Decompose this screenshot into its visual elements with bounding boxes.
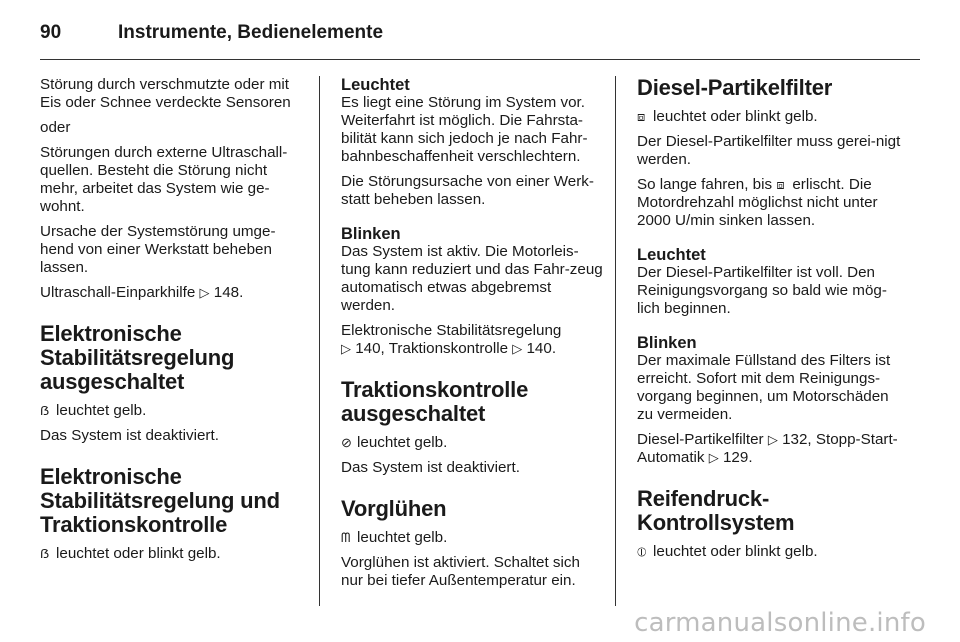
paragraph: Der maximale Füllstand des Filters ist erreicht. Sofort mit dem Reinigungs-vorgang beginnen, um Motorschäden zu vermeiden.	[637, 352, 891, 423]
cross-reference: Elektronische Stabilitätsregelung ▷ 140, Traktionskontrolle ▷ 140.	[341, 322, 562, 357]
paragraph: Störung durch verschmutzte oder mit Eis oder Schnee verdeckte Sensoren	[40, 76, 291, 111]
indicator-line: ᗰ leuchtet gelb.	[341, 529, 448, 546]
heading-vorgluehen: Vorglühen	[341, 496, 447, 521]
glow-plug-icon: ᗰ	[341, 530, 351, 545]
page-ref-arrow-icon: ▷	[341, 341, 351, 356]
diesel-particle-filter-icon: ⧈	[637, 109, 646, 124]
column-2	[341, 76, 605, 597]
esp-off-warning-icon: ẞ	[40, 403, 50, 418]
heading-tc-off: Traktionskontrolle ausgeschaltet	[341, 377, 529, 426]
paragraph: oder	[40, 119, 71, 136]
page-ref-arrow-icon: ▷	[512, 341, 523, 356]
paragraph: Der Diesel-Partikelfilter muss gerei-nigt werden.	[637, 133, 901, 168]
page-ref-arrow-icon: ▷	[199, 285, 210, 300]
column-1	[40, 76, 304, 570]
header-rule	[40, 59, 920, 60]
page-title: Instrumente, Bedienelemente	[118, 22, 384, 43]
column-divider-2	[615, 76, 616, 606]
cross-reference: Ultraschall-Einparkhilfe ▷ 148.	[40, 284, 244, 301]
paragraph: Das System ist deaktiviert.	[40, 427, 219, 444]
paragraph: Ursache der Systemstörung umge-hend von einer Werkstatt beheben lassen.	[40, 223, 276, 276]
indicator-line: ẞ leuchtet gelb.	[40, 402, 147, 419]
subheading-blinken: Blinken	[637, 334, 697, 352]
paragraph: Es liegt eine Störung im System vor. Weiterfahrt ist möglich. Die Fahrsta-bilität kann sich jedoch je nach Fahr-bahnbeschaffenheit verschlechtern.	[341, 94, 588, 165]
paragraph: Das System ist deaktiviert.	[341, 459, 520, 476]
diesel-particle-filter-icon: ⧈	[776, 177, 785, 192]
heading-tpms: Reifendruck-Kontrollsystem	[637, 486, 795, 535]
column-3	[637, 76, 905, 568]
heading-esp-off: Elektronische Stabilitätsregelung ausgeschaltet	[40, 321, 235, 394]
paragraph: So lange fahren, bis ⧈ erlischt. Die Motordrehzahl möglichst nicht unter 2000 U/min sinken lassen.	[637, 176, 878, 229]
watermark: carmanualsonline.info	[634, 608, 926, 638]
page-header	[40, 12, 920, 52]
subheading-leuchtet: Leuchtet	[341, 76, 410, 94]
page-ref-arrow-icon: ▷	[767, 432, 778, 447]
subheading-leuchtet: Leuchtet	[637, 246, 706, 264]
cross-reference: Diesel-Partikelfilter ▷ 132, Stopp-Start-Automatik ▷ 129.	[637, 431, 898, 466]
indicator-line: ⊘ leuchtet gelb.	[341, 434, 448, 451]
column-divider-1	[319, 76, 320, 606]
indicator-line: ⧈ leuchtet oder blinkt gelb.	[637, 108, 818, 125]
paragraph: Der Diesel-Partikelfilter ist voll. Den Reinigungsvorgang so bald wie mög-lich beginnen.	[637, 264, 887, 317]
indicator-line: ⦶ leuchtet oder blinkt gelb.	[637, 543, 818, 560]
heading-esp-tc: Elektronische Stabilitätsregelung und Traktionskontrolle	[40, 464, 280, 537]
traction-control-off-icon: ⊘	[341, 435, 352, 450]
heading-dpf: Diesel-Partikelfilter	[637, 75, 833, 100]
page-ref-arrow-icon: ▷	[708, 450, 719, 465]
esp-warning-icon: ẞ	[40, 546, 50, 561]
page-number: 90	[40, 22, 62, 43]
paragraph: Vorglühen ist aktiviert. Schaltet sich nur bei tiefer Außentemperatur ein.	[341, 554, 580, 589]
paragraph: Das System ist aktiv. Die Motorleis-tung kann reduziert und das Fahr-zeug automatisch etwas abgebremst werden.	[341, 243, 603, 314]
indicator-line: ẞ leuchtet oder blinkt gelb.	[40, 545, 221, 562]
paragraph: Die Störungsursache von einer Werk-statt beheben lassen.	[341, 173, 594, 208]
tire-pressure-icon: ⦶	[637, 544, 647, 559]
subheading-blinken: Blinken	[341, 225, 401, 243]
paragraph: Störungen durch externe Ultraschall-quellen. Besteht die Störung nicht mehr, arbeitet das System wie ge-wohnt.	[40, 144, 288, 215]
